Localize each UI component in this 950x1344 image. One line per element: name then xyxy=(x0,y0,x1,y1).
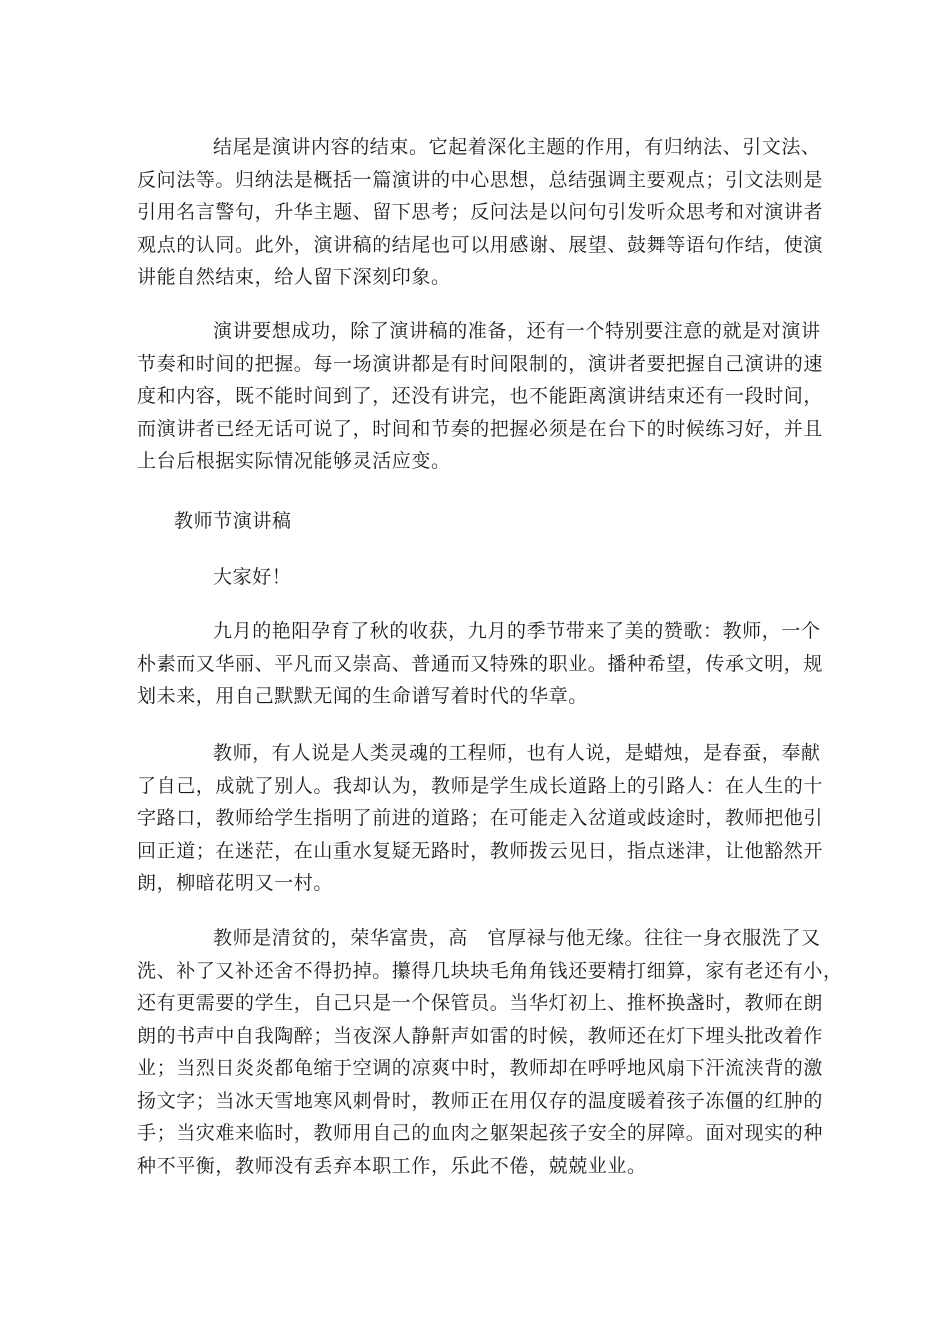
text-line: 扬文字；当冰天雪地寒风刺骨时，教师正在用仅存的温度暖着孩子冻僵的红肿的 xyxy=(137,1089,824,1112)
speech-paragraph-guide xyxy=(137,737,824,900)
text-line: 而演讲者已经无话可说了，时间和节奏的把握必须是在台下的时候练习好，并且 xyxy=(137,417,824,440)
text-line: 朗，柳暗花明又一村。 xyxy=(137,872,334,894)
text-line: 结尾是演讲内容的结束。它起着深化主题的作用，有归纳法、引文法、 xyxy=(213,136,821,158)
text-line: 洗、补了又补还舍不得扔掉。攥得几块块毛角角钱还要精打细算，家有老还有小， xyxy=(137,959,843,982)
text-line: 朴素而又华丽、平凡而又崇高、普通而又特殊的职业。播种希望，传承文明，规 xyxy=(137,652,824,675)
speech-paragraph-september xyxy=(137,615,824,713)
paragraph-conclusion-methods xyxy=(137,131,824,294)
greeting: 大家好！ xyxy=(213,566,292,588)
text-line: 观点的认同。此外，演讲稿的结尾也可以用感谢、展望、鼓舞等语句作结，使演 xyxy=(137,233,824,256)
speech-paragraph-dedication xyxy=(137,922,843,1182)
text-line: 引用名言警句，升华主题、留下思考；反问法是以问句引发听众思考和对演讲者 xyxy=(137,201,824,223)
text-line: 字路口，教师给学生指明了前进的道路；在可能走入岔道或歧途时，教师把他引 xyxy=(137,807,824,829)
text-line: 还有更需要的学生，自己只是一个保管员。当华灯初上、推杯换盏时，教师在朗 xyxy=(137,992,824,1014)
text-line: 演讲要想成功，除了演讲稿的准备，还有一个特别要注意的就是对演讲 xyxy=(213,320,821,342)
text-line: 九月的艳阳孕育了秋的收获，九月的季节带来了美的赞歌：教师，一个 xyxy=(213,620,821,642)
text-line: 回正道；在迷茫，在山重水复疑无路时，教师拨云见日，指点迷津，让他豁然开 xyxy=(137,839,824,862)
text-line: 反问法等。归纳法是概括一篇演讲的中心思想，总结强调主要观点；引文法则是 xyxy=(137,168,824,191)
text-line: 划未来，用自己默默无闻的生命谱写着时代的华章。 xyxy=(137,685,588,707)
text-line: 上台后根据实际情况能够灵活应变。 xyxy=(137,450,451,472)
text-line: 节奏和时间的把握。每一场演讲都是有时间限制的，演讲者要把握自己演讲的速 xyxy=(137,352,824,375)
text-line: 度和内容，既不能时间到了，还没有讲完，也不能距离演讲结束还有一段时间， xyxy=(137,385,824,407)
section-heading: 教师节演讲稿 xyxy=(174,510,292,532)
text-line: 手；当灾难来临时，教师用自己的血肉之躯架起孩子安全的屏障。面对现实的种 xyxy=(137,1122,824,1144)
text-line: 朗的书声中自我陶醉；当夜深人静鼾声如雷的时候，教师还在灯下埋头批改着作 xyxy=(137,1024,824,1047)
text-line: 教师是清贫的，荣华富贵，高 官厚禄与他无缘。往往一身衣服洗了又 xyxy=(213,927,821,949)
paragraph-rhythm-and-time xyxy=(137,315,824,478)
text-line: 了自己，成就了别人。我却认为，教师是学生成长道路上的引路人：在人生的十 xyxy=(137,774,824,797)
text-line: 教师，有人说是人类灵魂的工程师，也有人说，是蜡烛，是春蚕，奉献 xyxy=(213,742,821,764)
text-line: 种不平衡，教师没有丢弃本职工作，乐此不倦，兢兢业业。 xyxy=(137,1154,647,1177)
text-line: 业；当烈日炎炎都龟缩于空调的凉爽中时，教师却在呼呼地风扇下汗流浃背的激 xyxy=(137,1057,824,1079)
text-line: 讲能自然结束，给人留下深刻印象。 xyxy=(137,266,451,288)
